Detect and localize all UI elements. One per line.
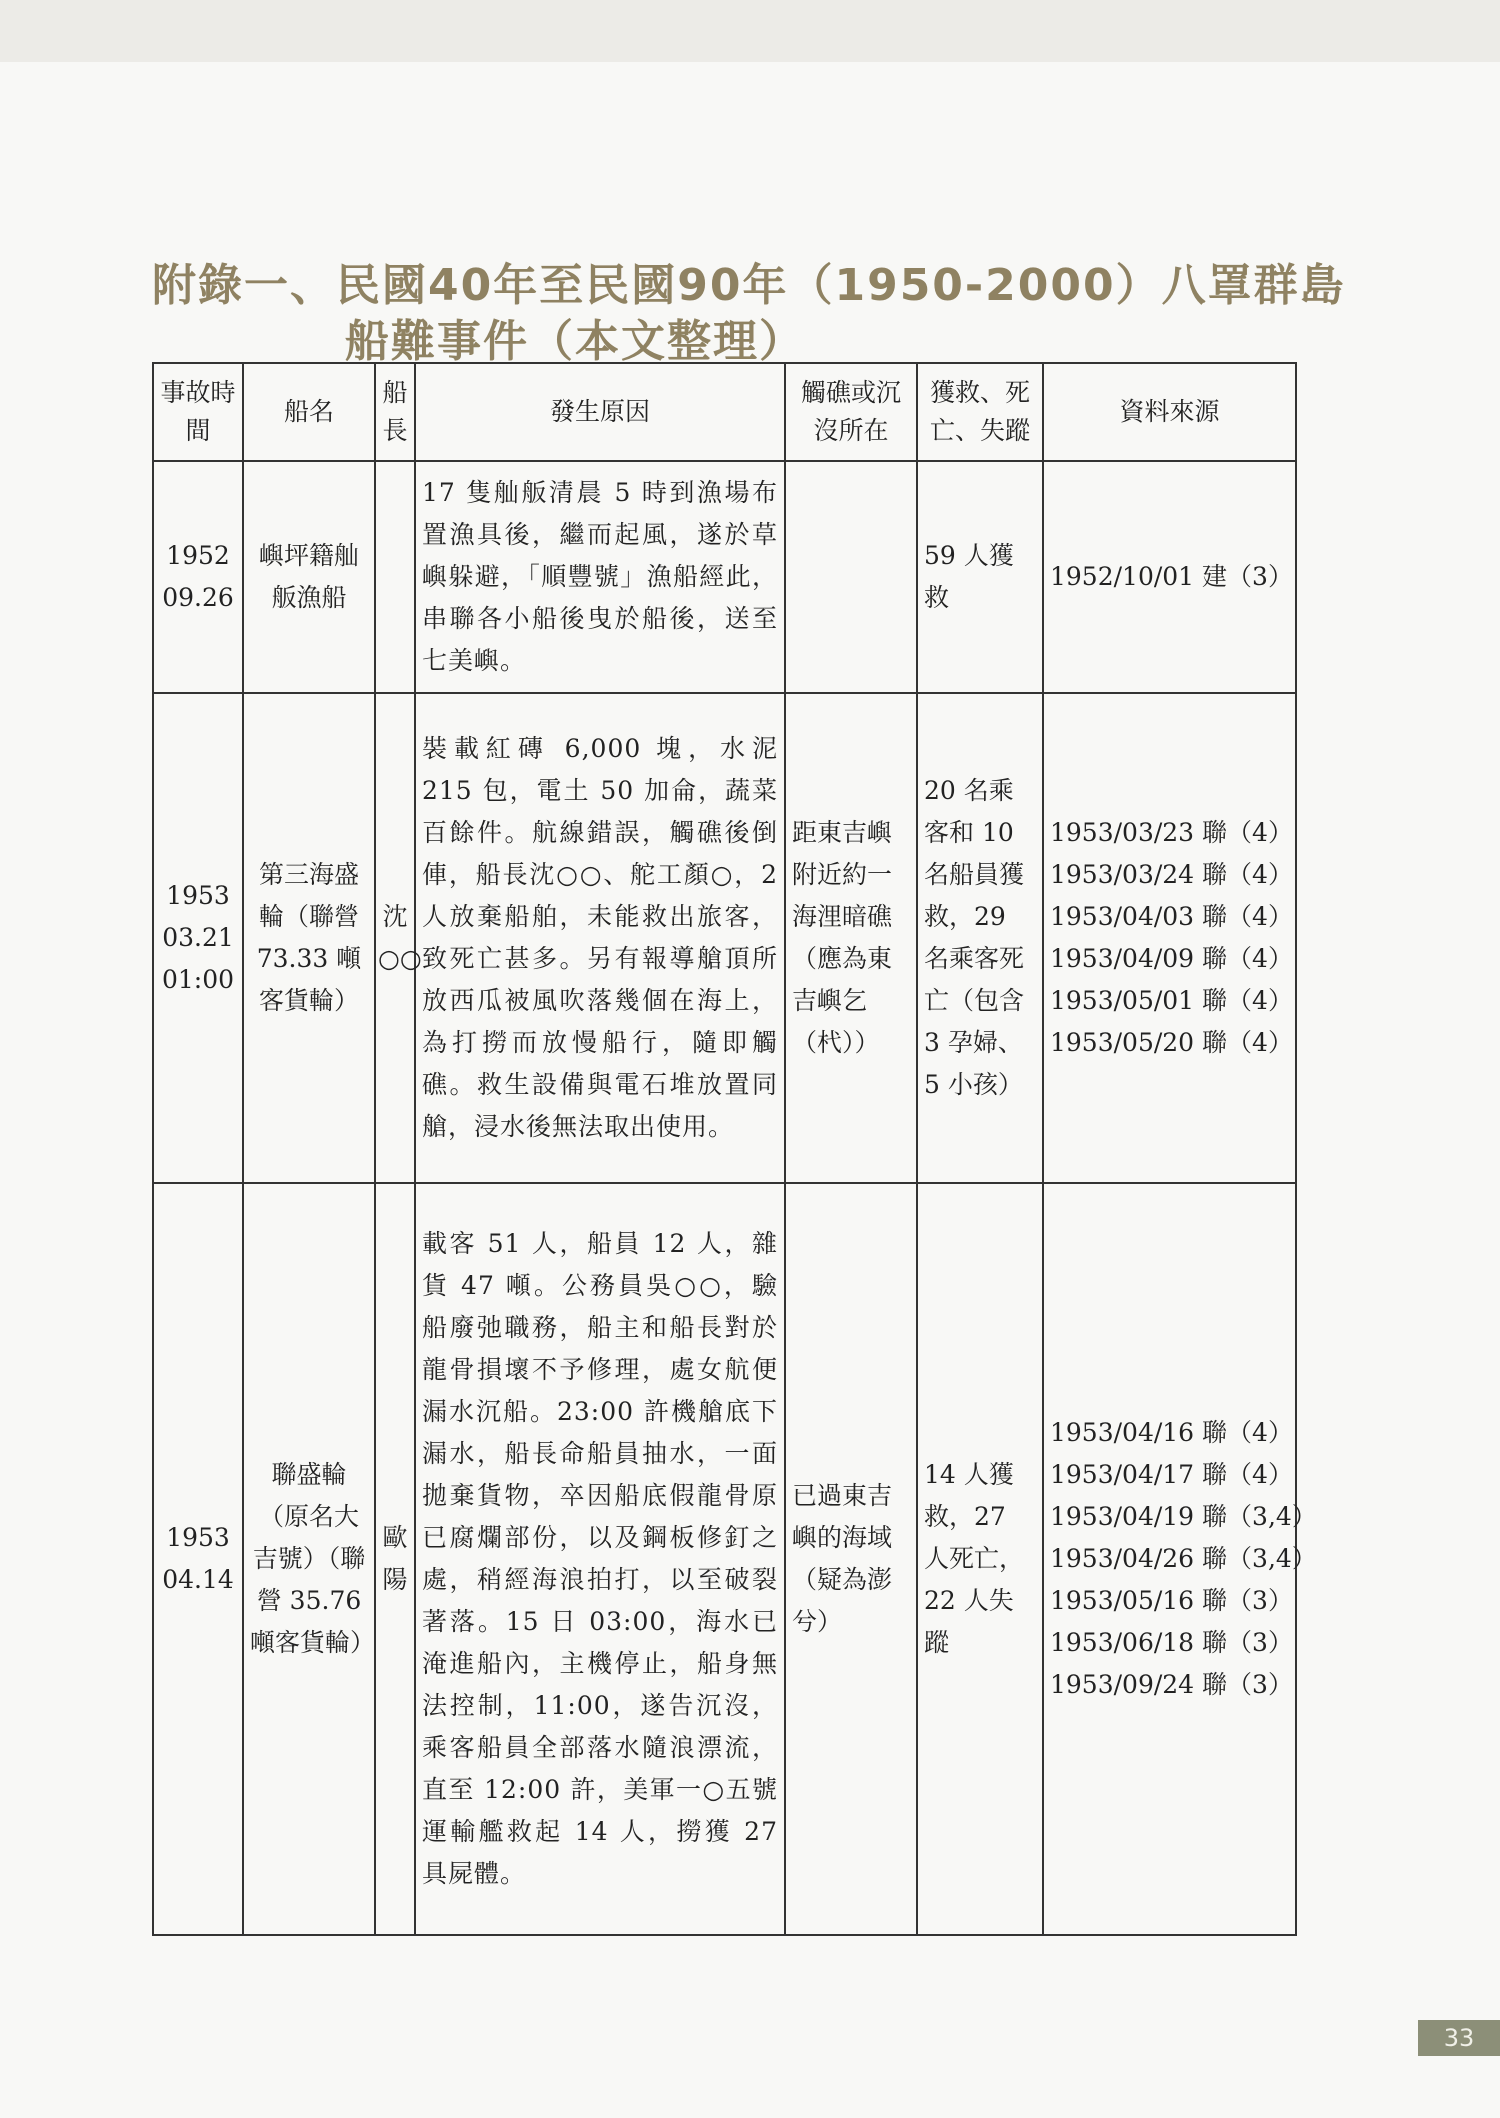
cell-location: [785, 461, 917, 693]
source-entry: 1953/09/24 聯（3）: [1050, 1670, 1293, 1699]
table-header-row: [153, 363, 1296, 461]
cell-cause: 17 隻舢舨清晨 5 時到漁場布置漁具後，繼而起風，遂於草嶼躲避，「順豐號」漁船經此，串聯各小船後曳於船後，送至七美嶼。: [415, 461, 785, 693]
cell-casualties: 59 人獲救: [917, 461, 1043, 693]
table-row: [153, 693, 1296, 1183]
source-entry: 1953/04/19 聯（3,4）: [1050, 1502, 1317, 1531]
source-entry: 1952/10/01 建（3）: [1050, 562, 1293, 591]
cell-captain: 歐陽: [375, 1183, 415, 1935]
cell-time: 1952 09.26: [153, 461, 243, 693]
cell-captain: 沈○○: [375, 693, 415, 1183]
appendix-title-line1: 附錄一、民國40年至民國90年（1950-2000）八罩群島: [152, 260, 1346, 311]
header-cause: 發生原因: [415, 363, 785, 461]
cell-location: 已過東吉嶼的海域（疑為澎兮）: [785, 1183, 917, 1935]
source-entry: 1953/03/24 聯（4）: [1050, 860, 1293, 889]
source-entry: 1953/04/09 聯（4）: [1050, 944, 1293, 973]
source-entry: 1953/06/18 聯（3）: [1050, 1628, 1293, 1657]
cell-ship: 聯盛輪（原名大吉號）（聯營 35.76 噸客貨輪）: [243, 1183, 375, 1935]
shipwreck-table: [152, 362, 1317, 1936]
header-captain: 船長: [375, 363, 415, 461]
header-source: 資料來源: [1043, 363, 1296, 461]
header-ship: 船名: [243, 363, 375, 461]
source-entry: 1953/04/17 聯（4）: [1050, 1460, 1293, 1489]
table-row: [153, 1183, 1296, 1935]
source-entry: 1953/05/20 聯（4）: [1050, 1028, 1293, 1057]
source-entry: 1953/05/16 聯（3）: [1050, 1586, 1293, 1615]
cell-sources: [1043, 693, 1296, 1183]
cell-casualties: 20 名乘客和 10 名船員獲救，29 名乘客死亡（包含 3 孕婦、5 小孩）: [917, 693, 1043, 1183]
table-row: [153, 461, 1296, 693]
source-entry: 1953/03/23 聯（4）: [1050, 818, 1293, 847]
cell-cause: 載客 51 人，船員 12 人，雜貨 47 噸。公務員吳○○，驗船廢弛職務，船主和船長對於龍骨損壞不予修理，處女航便漏水沉船。23:00 許機艙底下漏水，船長命船員抽水，一面拋棄貨物，卒因船底假龍骨原已腐爛部份，以及鋼板修釘之處，稍經海浪拍打，以至破裂著落。15 日 03:00，海水已淹進船內，主機停止，船身無法控制，11:00，遂告沉沒，乘客船員全部落水隨浪漂流，直至 12:00 許，美軍一○五號運輸艦救起 14 人，撈獲 27 具屍體。: [415, 1183, 785, 1935]
appendix-title-line2: 船難事件（本文整理）: [345, 316, 805, 367]
cell-ship: 第三海盛輪（聯營 73.33 噸客貨輪）: [243, 693, 375, 1183]
header-time: 事故時間: [153, 363, 243, 461]
header-location: 觸礁或沉沒所在: [785, 363, 917, 461]
cell-time: 1953 04.14: [153, 1183, 243, 1935]
cell-ship: 嶼坪籍舢舨漁船: [243, 461, 375, 693]
cell-sources: [1043, 461, 1296, 693]
cell-sources: [1043, 1183, 1317, 1935]
cell-location: 距東吉嶼附近約一海浬暗礁（應為東吉嶼乞（杙））: [785, 693, 917, 1183]
cell-time: 1953 03.21 01:00: [153, 693, 243, 1183]
cell-captain: [375, 461, 415, 693]
header-casualties: 獲救、死亡、失蹤: [917, 363, 1043, 461]
page-number: 33: [1418, 2020, 1500, 2056]
cell-cause: 裝載紅磚 6,000 塊，水泥 215 包，電土 50 加侖，蔬菜百餘件。航線錯誤，觸礁後倒俥，船長沈○○、舵工顏○，2 人放棄船舶，未能救出旅客，致死亡甚多。另有報導艙頂所放西瓜被風吹落幾個在海上，為打撈而放慢船行，隨即觸礁。救生設備與電石堆放置同艙，浸水後無法取出使用。: [415, 693, 785, 1183]
source-entry: 1953/04/03 聯（4）: [1050, 902, 1293, 931]
cell-casualties: 14 人獲救，27 人死亡，22 人失蹤: [917, 1183, 1043, 1935]
page-top-band: [0, 0, 1500, 62]
source-entry: 1953/04/16 聯（4）: [1050, 1418, 1293, 1447]
source-entry: 1953/04/26 聯（3,4）: [1050, 1544, 1317, 1573]
source-entry: 1953/05/01 聯（4）: [1050, 986, 1293, 1015]
appendix-title: [152, 258, 1346, 370]
